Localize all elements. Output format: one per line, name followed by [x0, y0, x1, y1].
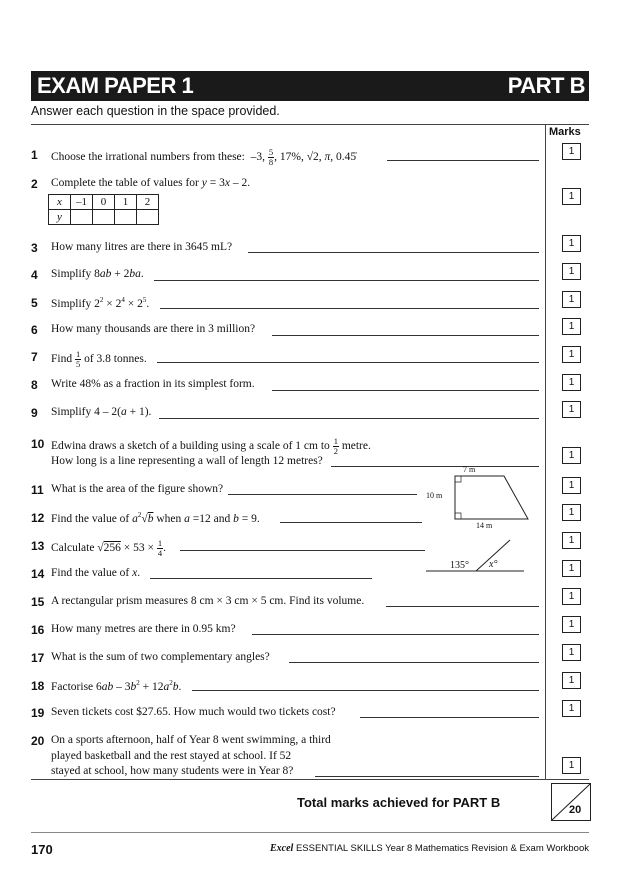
- table-cell: x: [49, 195, 71, 210]
- answer-line-13[interactable]: [180, 550, 425, 551]
- table-input[interactable]: [137, 210, 159, 225]
- marks-heading: Marks: [549, 126, 581, 138]
- x-label: x°: [489, 559, 498, 570]
- answer-line-3[interactable]: [248, 252, 539, 253]
- answer-line-11[interactable]: [228, 494, 417, 495]
- answer-line-7[interactable]: [157, 362, 539, 363]
- mark-box-11: 1: [562, 477, 581, 494]
- answer-line-5[interactable]: [160, 308, 539, 309]
- answer-line-17[interactable]: [289, 662, 539, 663]
- total-marks-label: Total marks achieved for PART B: [297, 795, 501, 810]
- mark-box-13: 1: [562, 532, 581, 549]
- table-input[interactable]: [115, 210, 137, 225]
- answer-line-12[interactable]: [280, 522, 422, 523]
- divider-bottom: [31, 779, 589, 780]
- mark-box-3: 1: [562, 235, 581, 252]
- angle-label: 135°: [450, 560, 469, 571]
- table-cell: y: [49, 210, 71, 225]
- figure-label-top: 7 m: [463, 465, 476, 474]
- footer-text: [270, 843, 589, 854]
- mark-box-17: 1: [562, 644, 581, 661]
- mark-box-5: 1: [562, 291, 581, 308]
- mark-box-10: 1: [562, 447, 581, 464]
- answer-line-4[interactable]: [154, 280, 539, 281]
- divider-top: [31, 124, 589, 125]
- footer-title: ESSENTIAL SKILLS Year 8 Mathematics Revision & Exam Workbook: [295, 843, 589, 854]
- figure-label-left: 10 m: [426, 491, 443, 500]
- table-cell: 1: [115, 195, 137, 210]
- part-title: PART B: [507, 73, 585, 98]
- table-cell: 0: [93, 195, 115, 210]
- table-cell: 2: [137, 195, 159, 210]
- answer-line-19[interactable]: [360, 717, 539, 718]
- mark-box-18: 1: [562, 672, 581, 689]
- page-number: 170: [31, 842, 53, 857]
- mark-box-6: 1: [562, 318, 581, 335]
- answer-line-9[interactable]: [159, 418, 539, 419]
- total-marks-value: 20: [569, 804, 582, 816]
- marks-column-line: [545, 124, 546, 779]
- answer-line-20[interactable]: [315, 776, 539, 777]
- mark-box-16: 1: [562, 616, 581, 633]
- mark-box-15: 1: [562, 588, 581, 605]
- answer-line-15[interactable]: [386, 606, 539, 607]
- angle-figure: [420, 534, 530, 576]
- mark-box-14: 1: [562, 560, 581, 577]
- table-input[interactable]: [93, 210, 115, 225]
- mark-box-12: 1: [562, 504, 581, 521]
- mark-box-8: 1: [562, 374, 581, 391]
- answer-line-1[interactable]: [387, 160, 539, 161]
- figure-label-bottom: 14 m: [476, 521, 493, 530]
- mark-box-1: 1: [562, 143, 581, 160]
- answer-line-14[interactable]: [150, 578, 372, 579]
- footer-divider: [31, 832, 589, 833]
- answer-line-18[interactable]: [192, 690, 539, 691]
- mark-box-4: 1: [562, 263, 581, 280]
- mark-box-20: 1: [562, 757, 581, 774]
- mark-box-9: 1: [562, 401, 581, 418]
- answer-line-8[interactable]: [272, 390, 539, 391]
- mark-box-2: 1: [562, 188, 581, 205]
- table-input[interactable]: [71, 210, 93, 225]
- answer-line-16[interactable]: [252, 634, 539, 635]
- exam-title: EXAM PAPER 1: [37, 73, 194, 98]
- mark-box-19: 1: [562, 700, 581, 717]
- footer-brand: Excel: [269, 843, 294, 854]
- table-cell: –1: [71, 195, 93, 210]
- instruction: Answer each question in the space provided.: [31, 104, 280, 118]
- mark-box-7: 1: [562, 346, 581, 363]
- answer-line-6[interactable]: [272, 335, 539, 336]
- exam-header: [31, 71, 589, 101]
- values-table: [48, 194, 159, 225]
